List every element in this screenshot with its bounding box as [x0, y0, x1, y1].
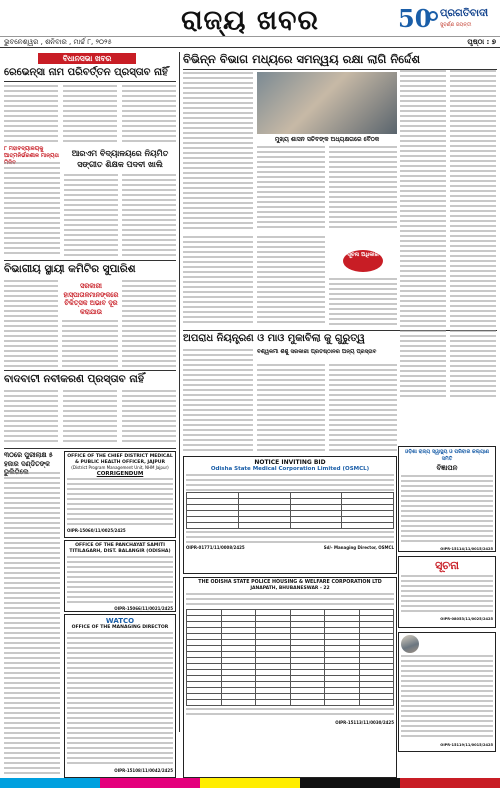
story-text	[4, 162, 60, 258]
story-text	[450, 70, 496, 400]
bid-schedule-table	[186, 492, 394, 529]
headline-coordination: ବିଭିନ୍ନ ବିଭାଗ ମଧ୍ୟରେ ସମନ୍ୱୟ ରକ୍ଷା ଲାଗି ନିର୍ଦ୍ଦେଶ	[183, 52, 421, 66]
story-text	[122, 85, 176, 143]
story-text	[257, 146, 325, 232]
story-text	[4, 472, 60, 778]
ad-ref: OIPR-08053/11/0025/2425	[440, 617, 493, 621]
subhead-autonomous-colleges: ୮ ମହାବିଦ୍ୟାଳୟକୁ ଆତ୍ମନିର୍ଭରଶୀଳ ମାନ୍ୟତା	[4, 146, 59, 159]
brand-name: ପ୍ରଗତିବାଦୀ	[440, 8, 489, 19]
ad-subtitle: (District Program Management Unit, NHM Jajpur)	[71, 465, 169, 470]
ad-health-society	[398, 446, 496, 552]
ad-tender-notice	[398, 632, 496, 752]
right-column	[400, 70, 496, 770]
ad-police-housing	[183, 577, 397, 778]
dateline-bar	[0, 36, 500, 48]
badge-rti: ସୂଚନା ଅଧିକାର	[343, 250, 383, 272]
headline-puri: ୩୦ରେ ପୁରୀଲାକ୍ଷ ୫ ହଜାର ଦଣ୍ଡିତଙ୍କ	[4, 451, 53, 468]
ad-subtitle: JANAPATH, BHUBANESWAR - 22	[250, 586, 330, 591]
tender-table	[186, 609, 394, 706]
ad-signer: Sd/- Managing Director, OSMCL	[323, 545, 394, 550]
section-tag: ବିଧାନସଭା ଖବର	[38, 53, 136, 64]
subhead-vishwakarma: ବିଶ୍ୱକର୍ମା ଶିଶୁ ସରକାରୀ ପ୍ରତିଷ୍ଠାନର ଅନ୍ୟ ପ୍ରସ୍ତାବ	[257, 349, 377, 355]
ad-panchayat-samiti	[64, 540, 176, 612]
headline-standing-committee: ବିଭାଗୀୟ ସ୍ଥାୟୀ କମିଟିର ସୁପାରିଶ	[4, 263, 136, 275]
ad-ref: OIPR-01771/11/0008/2425	[186, 545, 245, 550]
story-text	[122, 174, 176, 258]
ad-heading: CORRIGENDUM	[96, 471, 144, 477]
ad-title: OFFICE OF THE PANCHAYAT SAMITI TITILAGARH, DIST. BALANGIR (ODISHA)	[69, 543, 171, 554]
story-text	[329, 146, 397, 232]
story-text	[329, 364, 397, 453]
headline-crime-control: ଅପରାଧ ନିୟନ୍ତ୍ରଣ ଓ ମାଓ ମୁକାବିଲା କୁ ଗୁରୁତ୍ୱ	[183, 333, 365, 344]
ad-org: Odisha State Medical Corporation Limited (OSMCL)	[210, 466, 370, 472]
ad-osmcl-notice	[183, 456, 397, 574]
ad-heading: ବିଜ୍ଞାପନ	[436, 464, 458, 472]
anniversary-ring-icon	[428, 11, 438, 21]
headline-music-teacher: ଆରଏମ ବିଦ୍ୟାଳୟରେ ନିୟମିତ ସଙ୍ଗୀତ ଶିକ୍ଷକ ପଦବୀ ଖାଲି	[71, 149, 169, 169]
story-text	[63, 85, 117, 143]
page-title: ରାଜ୍ୟ ଖବର	[181, 5, 319, 36]
story-text	[257, 364, 325, 453]
ad-ref: OIPR-15119/11/0015/2425	[440, 743, 493, 747]
story-text	[122, 390, 176, 446]
story-text	[183, 349, 253, 453]
headline-renaming: ରେଭେନ୍ସା ନାମ ପରିବର୍ତ୍ତନ ପ୍ରସ୍ତାବ ନାହିଁ	[4, 67, 168, 78]
story-text	[257, 236, 325, 328]
ad-watco	[64, 614, 176, 778]
ad-title: ଓଡ଼ିଶା ରାଜ୍ୟ ସ୍ୱାସ୍ଥ୍ୟ ଓ ପରିବାର କଲ୍ୟାଣ ସମିତି	[404, 449, 490, 462]
ad-logo	[401, 635, 419, 653]
masthead	[0, 0, 500, 50]
ad-ref: OIPR-15108/11/0042/2425	[114, 768, 173, 773]
ad-ref: OIPR-15113/11/0030/2425	[335, 720, 394, 725]
photo-caption: ମୁଖ୍ୟ ଶାସନ ସଚିବଙ୍କ ଅଧ୍ୟକ୍ଷତାରେ ବୈଠକ	[274, 136, 380, 143]
story-text	[4, 390, 58, 446]
ad-ref: OIPR-15114/11/0015/2425	[440, 547, 493, 551]
story-text	[64, 174, 118, 258]
story-text	[63, 390, 117, 446]
story-text	[400, 70, 446, 400]
story-text	[329, 278, 397, 328]
page-number: ପୃଷ୍ଠା : ୭	[467, 38, 496, 46]
story-text	[62, 320, 118, 368]
ad-title: THE ODISHA STATE POLICE HOUSING & WELFARE CORPORATION LTD	[198, 580, 382, 585]
left-column	[4, 52, 176, 788]
ad-ref: OIPR-15060/11/0025/2425	[67, 528, 126, 533]
anniversary-logo: 50	[398, 4, 432, 33]
issue-date: ଭୁବନେଶ୍ୱର , ଶନିବାର , ମାର୍ଚ୍ଚ ୮, ୨୦୨୫	[4, 38, 112, 46]
column-divider	[179, 52, 180, 732]
story-text	[183, 72, 253, 232]
ad-ref: OIPR-15066/11/0021/2425	[114, 606, 173, 611]
meeting-photo	[257, 72, 397, 134]
ad-heading: ସୂଚନା	[435, 559, 459, 572]
headline-renewal: ବାଦବାଟୀ ନବୀକରଣ ପ୍ରସ୍ତାବ ନାହିଁ	[4, 373, 144, 385]
kicker-doctor-shortage: ସରକାରୀ ହାସ୍ପାତାଳମାନଙ୍କରେ ଚିକିତ୍ସକ ଅଭାବ ଦୂର କରାଯାଉ	[63, 282, 119, 316]
story-text	[4, 85, 58, 143]
ad-subtitle: OFFICE OF THE MANAGING DIRECTOR	[71, 625, 169, 630]
story-text	[183, 236, 253, 328]
story-text	[122, 280, 176, 368]
brand-tagline: ସୁବର୍ଣ୍ଣ ଜୟନ୍ତୀ	[440, 22, 472, 28]
ad-title: NOTICE INVITING BID	[254, 459, 326, 466]
ad-suchana	[398, 556, 496, 628]
ad-title: OFFICE OF THE CHIEF DISTRICT MEDICAL & PUBLIC HEALTH OFFICER, JAJPUR	[67, 454, 173, 465]
center-column	[183, 52, 421, 752]
ad-title: WATCO	[105, 617, 135, 625]
ad-jajpur-corrigendum	[64, 451, 176, 538]
story-text	[4, 280, 58, 368]
bottom-color-bar	[0, 778, 500, 788]
